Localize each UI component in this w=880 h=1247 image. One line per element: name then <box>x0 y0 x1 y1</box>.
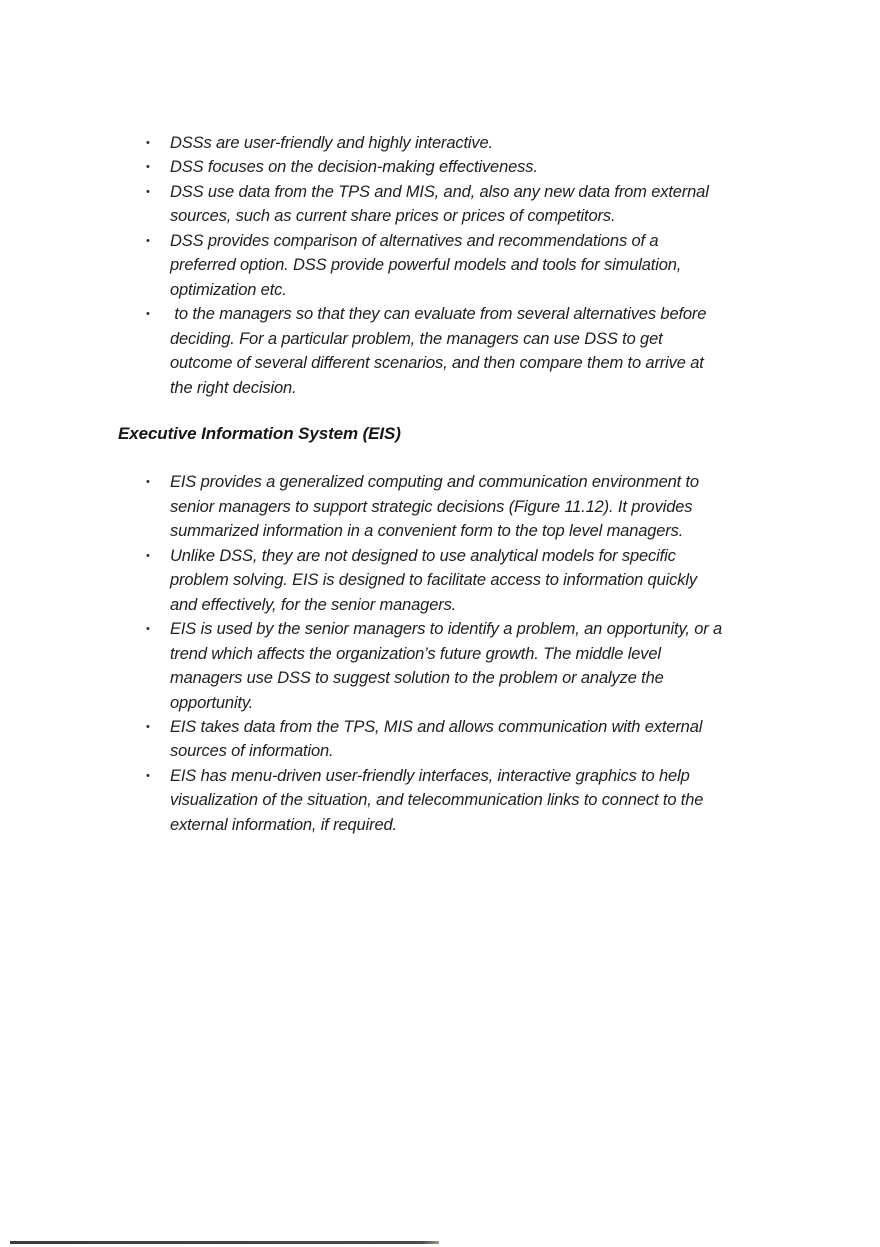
bullet-icon: • <box>146 623 150 636</box>
bullet-icon: • <box>146 549 150 562</box>
bullet-icon: • <box>146 234 150 247</box>
list-item-text: EIS is used by the senior managers to identify a problem, an opportunity, or a <box>170 620 723 639</box>
list-item-text: visualization of the situation, and telecommunication links to connect to the <box>170 791 704 810</box>
list-item-text: problem solving. EIS is designed to facilitate access to information quickly <box>170 571 697 590</box>
list-item-text: external information, if required. <box>170 815 397 834</box>
list-item-text: the right decision. <box>170 378 297 397</box>
bullet-icon: • <box>146 720 150 733</box>
list-item <box>146 155 808 179</box>
list-item-text: preferred option. DSS provide powerful models and tools for simulation, <box>170 256 682 275</box>
list-item-text: opportunity. <box>170 693 254 712</box>
list-item-text: EIS takes data from the TPS, MIS and allows communication with external <box>170 717 703 736</box>
list-item-text: EIS has menu-driven user-friendly interfaces, interactive graphics to help <box>170 766 690 785</box>
list-item <box>146 764 808 837</box>
list-item-text: optimization etc. <box>170 280 287 299</box>
bottom-page-rule <box>10 1241 439 1244</box>
list-item <box>146 617 808 715</box>
list-item-text: senior managers to support strategic decisions (Figure 11.12). It provides <box>170 497 693 516</box>
list-item-text: managers use DSS to suggest solution to the problem or analyze the <box>170 669 664 688</box>
dss-bullet-list-c <box>118 302 808 400</box>
dss-bullet-list-b <box>118 229 808 302</box>
list-item-text: DSS provides comparison of alternatives and recommendations of a <box>170 231 659 250</box>
bullet-icon: • <box>146 137 150 149</box>
list-item-text: DSS use data from the TPS and MIS, and, also any new data from external <box>170 182 709 201</box>
list-item <box>146 131 808 155</box>
list-item-text: sources, such as current share prices or prices of competitors. <box>170 207 616 226</box>
list-item-text: trend which affects the organization’s future growth. The middle level <box>170 644 661 663</box>
list-item <box>146 229 808 302</box>
list-item-text: to the managers so that they can evaluate from several alternatives before <box>170 305 707 324</box>
page-content <box>118 131 808 837</box>
list-item <box>146 470 808 543</box>
bullet-icon: • <box>146 308 150 321</box>
list-item-text: outcome of several different scenarios, and then compare them to arrive at <box>170 354 704 373</box>
bullet-icon: • <box>146 769 150 782</box>
list-item-text: and effectively, for the senior managers. <box>170 595 457 614</box>
list-item <box>146 180 808 229</box>
list-item-text: sources of information. <box>170 742 334 761</box>
list-item-text: DSSs are user-friendly and highly interactive. <box>170 134 493 152</box>
list-item <box>146 544 808 617</box>
section-heading-eis: Executive Information System (EIS) <box>118 423 401 443</box>
bullet-icon: • <box>146 161 150 174</box>
list-item <box>146 715 808 764</box>
bullet-icon: • <box>146 185 150 198</box>
list-item-text: EIS provides a generalized computing and communication environment to <box>170 473 699 492</box>
dss-bullet-list-a <box>118 131 808 229</box>
eis-bullet-list <box>118 470 808 837</box>
list-item-text: summarized information in a convenient form to the top level managers. <box>170 522 684 541</box>
bullet-icon: • <box>146 476 150 489</box>
list-item <box>146 302 808 400</box>
list-item-text: DSS focuses on the decision-making effectiveness. <box>170 158 538 177</box>
list-item-text: deciding. For a particular problem, the managers can use DSS to get <box>170 329 663 348</box>
list-item-text: Unlike DSS, they are not designed to use analytical models for specific <box>170 546 676 565</box>
